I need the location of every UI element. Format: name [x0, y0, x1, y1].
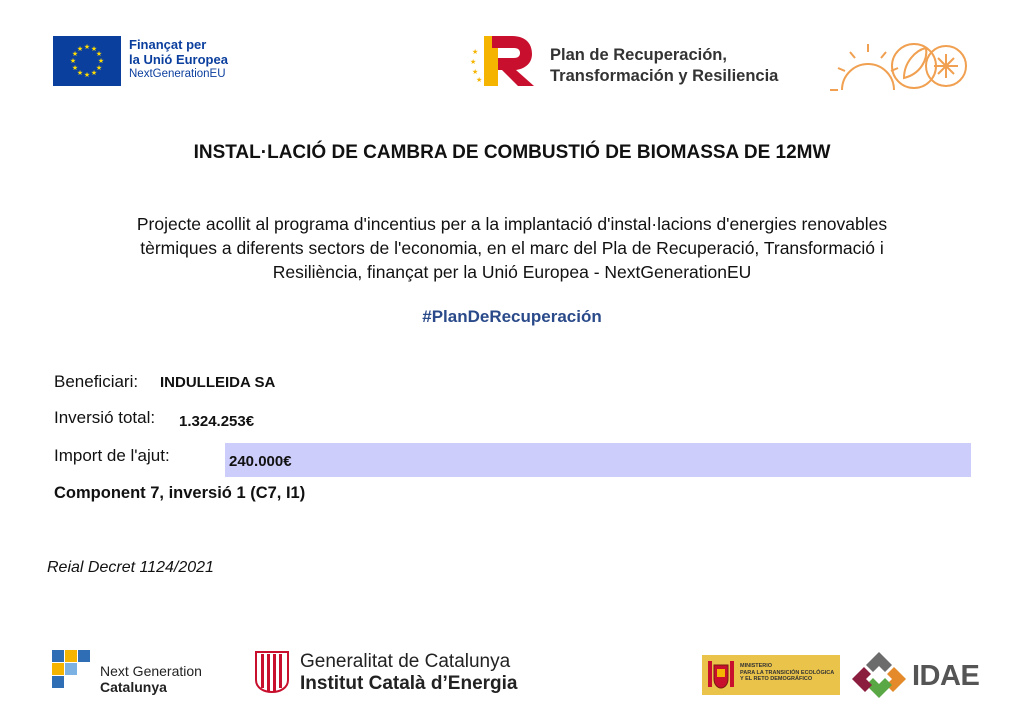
- svg-text:★: ★: [476, 76, 483, 84]
- eu-logo-line2: la Unió Europea: [129, 52, 228, 67]
- ministerio-logo: [702, 655, 840, 695]
- svg-text:★: ★: [76, 69, 84, 77]
- ministerio-line1: MINISTERIO: [740, 663, 773, 669]
- eu-logo-line1: Finançat per: [129, 37, 207, 52]
- prtr-logo: [470, 34, 815, 90]
- project-description: Projecte acollit al programa d'incentius per a la implantació d'instal·lacions d'energies renovables tèrmiques a diferents sectors de l'economia, en el marc del Pla de Recuperació, Transformació i Resiliència, finançat per la Unió Europea - NextGenerationEU: [136, 214, 888, 282]
- svg-text:★: ★: [71, 50, 79, 58]
- prtr-r-icon: [470, 34, 540, 90]
- investment-label: Inversió total:: [54, 408, 156, 427]
- svg-text:★: ★: [76, 45, 84, 53]
- aid-value: 240.000€: [229, 453, 292, 470]
- ministerio-line3: Y EL RETO DEMOGRÁFICO: [740, 676, 813, 682]
- svg-text:★: ★: [90, 69, 98, 77]
- gencat-line2: Institut Català d’Energia: [300, 673, 518, 694]
- hashtag: #PlanDeRecuperación: [422, 307, 602, 326]
- prtr-line2: Transformación y Resiliencia: [550, 67, 779, 85]
- spain-coat-of-arms-icon: [706, 659, 736, 691]
- project-title: INSTAL·LACIÓ DE CAMBRA DE COMBUSTIÓ DE BIOMASSA DE 12MW: [193, 142, 831, 163]
- svg-text:★: ★: [97, 57, 105, 65]
- svg-text:★: ★: [470, 58, 477, 66]
- prtr-line1: Plan de Recuperación,: [550, 46, 727, 64]
- aid-highlight-band: [225, 443, 971, 477]
- svg-text:★: ★: [83, 43, 91, 51]
- investment-value: 1.324.253€: [179, 413, 255, 430]
- idae-logo: [850, 650, 990, 700]
- aid-label: Import de l'ajut:: [54, 446, 170, 465]
- beneficiary-value: INDULLEIDA SA: [160, 374, 276, 391]
- svg-text:★: ★: [71, 64, 79, 72]
- decree-reference: Reial Decret 1124/2021: [47, 559, 214, 576]
- eu-logo-line3: NextGenerationEU: [129, 68, 226, 80]
- svg-text:★: ★: [472, 48, 479, 56]
- idae-label: IDAE: [912, 660, 980, 692]
- generalitat-icaen-logo: [254, 648, 544, 696]
- idae-diamond-icon: [850, 650, 908, 700]
- ministerio-line2: PARA LA TRANSICIÓN ECOLÓGICA: [740, 669, 835, 676]
- svg-text:★: ★: [472, 68, 479, 76]
- ngc-squares-icon: [52, 650, 92, 692]
- ngc-line1: Next Generation: [100, 663, 202, 679]
- svg-text:★: ★: [95, 64, 103, 72]
- svg-text:★: ★: [90, 45, 98, 53]
- gencat-stripes-icon: [254, 650, 290, 694]
- svg-text:★: ★: [95, 50, 103, 58]
- beneficiary-label: Beneficiari:: [54, 372, 139, 391]
- svg-text:★: ★: [69, 57, 77, 65]
- component-reference: Component 7, inversió 1 (C7, I1): [54, 484, 306, 502]
- gencat-line1: Generalitat de Catalunya: [300, 651, 511, 672]
- eu-flag-icon: [53, 36, 121, 86]
- sun-leaf-snow-icon: [830, 38, 968, 94]
- ngc-line2: Catalunya: [100, 679, 167, 695]
- svg-text:★: ★: [83, 71, 91, 79]
- next-generation-catalunya-logo: [52, 650, 222, 694]
- eu-funding-logo: [53, 36, 253, 86]
